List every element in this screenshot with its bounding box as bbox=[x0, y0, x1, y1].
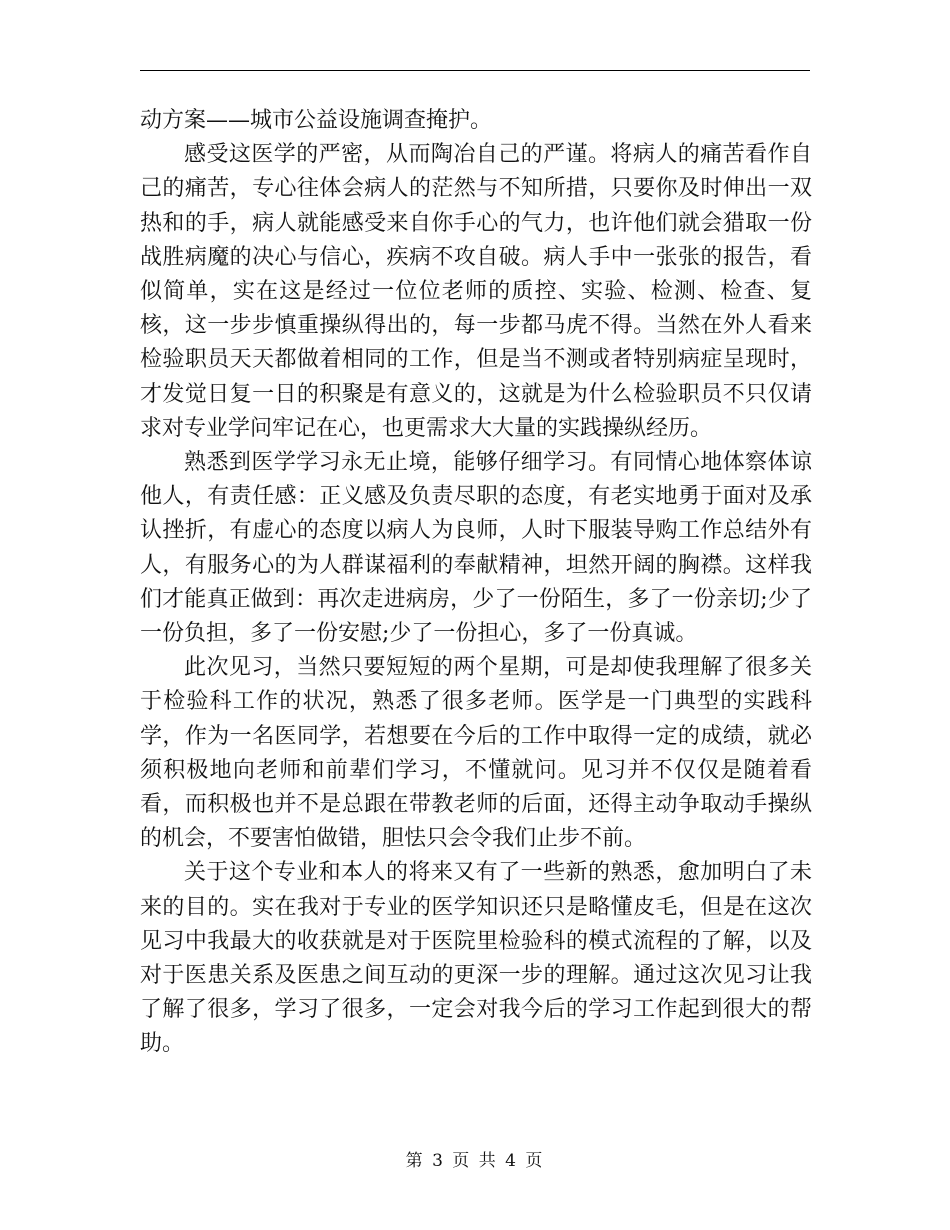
header-rule bbox=[140, 70, 810, 71]
page-footer bbox=[0, 1146, 950, 1171]
document-body bbox=[140, 104, 812, 1062]
paragraph-1: 动方案——城市公益设施调查掩护。 bbox=[140, 108, 493, 133]
paragraph-2: 感受这医学的严密，从而陶冶自己的严谨。将病人的痛苦看作自己的痛苦，专心往体会病人的茫然与不知所措，只要你及时伸出一双热和的手，病人就能感受来自你手心的气力，也许他们就会猎取一份战胜病魔的决心与信心，疾病不攻自破。病人手中一张张的报告，看似简单，实在这是经过一位位老师的质控、实验、检测、检查、复核，这一步步慎重操纵得出的，每一步都马虎不得。当然在外人看来检验职员天天都做着相同的工作，但是当不测或者特别病症呈现时，才发觉日复一日的积聚是有意义的，这就是为什么检验职员不只仅请求对专业学问牢记在心，也更需求大大量的实践操纵经历。 bbox=[140, 142, 812, 441]
paragraph-4: 此次见习，当然只要短短的两个星期，可是却使我理解了很多关于检验科工作的状况，熟悉了很多老师。医学是一门典型的实践科学，作为一名医同学，若想要在今后的工作中取得一定的成绩，就必须积极地向老师和前辈们学习，不懂就问。见习并不仅仅是随着看看，而积极也并不是总跟在带教老师的后面，还得主动争取动手操纵的机会，不要害怕做错，胆怯只会令我们止步不前。 bbox=[140, 655, 812, 852]
page-number: 第 3 页 共 4 页 bbox=[405, 1151, 545, 1171]
paragraph-3: 熟悉到医学学习永无止境，能够仔细学习。有同情心地体察体谅他人，有责任感：正义感及负责尽职的态度，有老实地勇于面对及承认挫折，有虚心的态度以病人为良师，人时下服装导购工作总结外有人，有服务心的为人群谋福利的奉献精神，坦然开阔的胸襟。这样我们才能真正做到：再次走进病房，少了一份陌生，多了一份亲切;少了一份负担，多了一份安慰;少了一份担心，多了一份真诚。 bbox=[140, 450, 812, 647]
paragraph-5: 关于这个专业和本人的将来又有了一些新的熟悉，愈加明白了未来的目的。实在我对于专业的医学知识还只是略懂皮毛，但是在这次见习中我最大的收获就是对于医院里检验科的模式流程的了解，以及对于医患关系及医患之间互动的更深一步的理解。通过这次见习让我了解了很多，学习了很多，一定会对我今后的学习工作起到很大的帮助。 bbox=[140, 860, 812, 1057]
